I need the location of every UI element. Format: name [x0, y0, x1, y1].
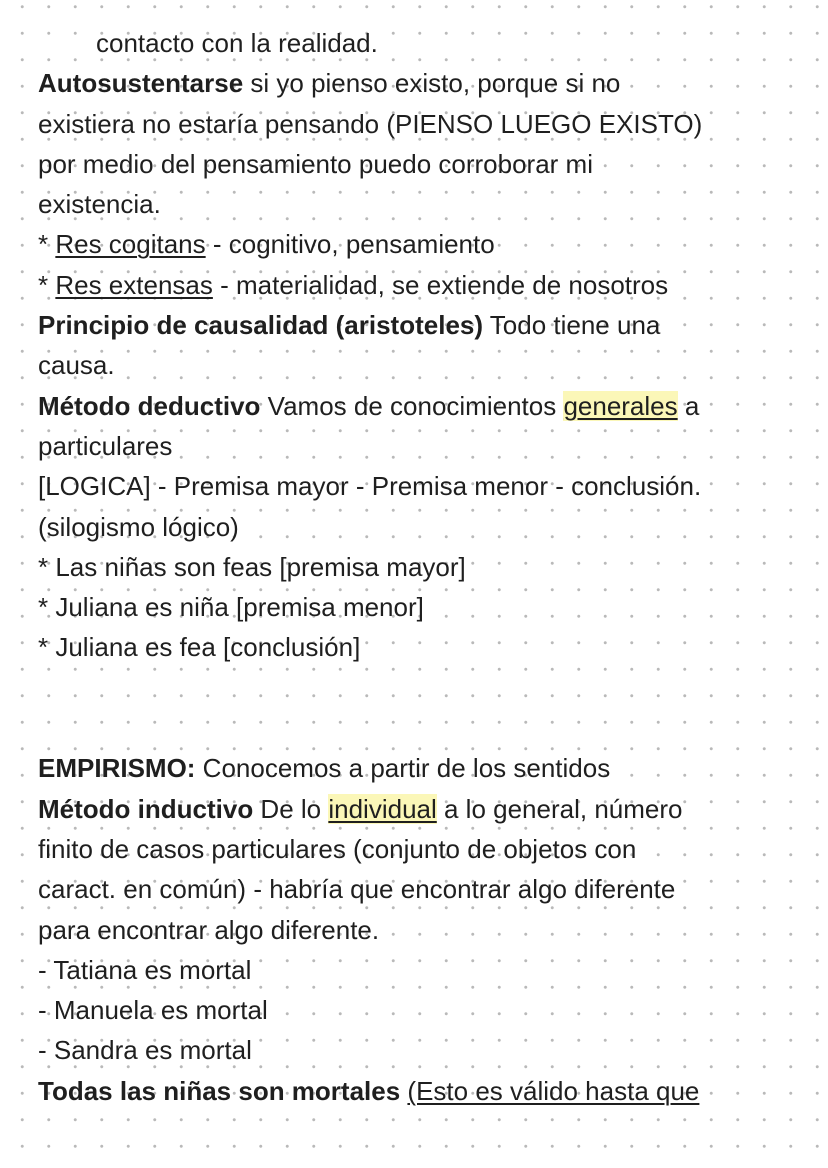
note-text: [38, 23, 814, 1111]
underlined-term: Res cogitans: [55, 229, 206, 260]
note-line: Principio de causalidad (aristoteles) Todo tiene una: [38, 310, 661, 341]
bold-term: Autosustentarse: [38, 68, 244, 99]
bullet-item: * Juliana es niña [premisa menor]: [38, 592, 424, 623]
highlighted-word: generales: [563, 390, 678, 421]
bullet-item: * Las niñas son feas [premisa mayor]: [38, 551, 466, 582]
underlined-term: (Esto es válido hasta que: [407, 1075, 700, 1106]
note-line: contacto con la realidad.: [96, 28, 378, 58]
note-line: para encontrar algo diferente.: [38, 914, 380, 945]
bold-term: Principio de causalidad (aristoteles): [38, 310, 484, 341]
bullet-item: * Res cogitans - cognitivo, pensamiento: [38, 229, 495, 260]
note-line: por medio del pensamiento puedo corroborar mi: [38, 148, 593, 179]
bullet-item: * Res extensas - materialidad, se extiende de nosotros: [38, 269, 669, 300]
note-line: existencia.: [38, 189, 161, 220]
note-line: causa.: [38, 350, 115, 381]
bold-term: Todas las niñas son mortales: [38, 1075, 401, 1106]
dash-item: - Tatiana es mortal: [38, 954, 252, 985]
note-line: caract. en común) - habría que encontrar algo diferente: [38, 874, 676, 905]
note-line: existiera no estaría pensando (PIENSO LUEGO EXISTO): [38, 108, 703, 139]
note-line: [38, 1071, 814, 1111]
note-line: (silogismo lógico): [38, 511, 239, 542]
dash-item: - Sandra es mortal: [38, 1035, 252, 1066]
blank-line: [38, 668, 814, 708]
bullet-item: * Juliana es fea [conclusión]: [38, 632, 361, 663]
blank-line: [38, 708, 814, 748]
bold-term: EMPIRISMO:: [38, 753, 196, 784]
note-line: particulares: [38, 430, 173, 461]
note-line: Método inductivo De lo individual a lo general, número: [38, 793, 683, 824]
dash-item: - Manuela es mortal: [38, 995, 268, 1026]
bold-term: Método deductivo: [38, 390, 261, 421]
note-line: Autosustentarse si yo pienso existo, porque si no: [38, 68, 621, 99]
bold-term: Método inductivo: [38, 793, 254, 824]
note-line: [LOGICA] - Premisa mayor - Premisa menor - conclusión.: [38, 471, 702, 502]
underlined-term: Res extensas: [55, 269, 213, 300]
note-line: finito de casos particulares (conjunto de objetos con: [38, 833, 637, 864]
highlighted-word: individual: [328, 793, 437, 824]
note-line: Método deductivo Vamos de conocimientos generales a: [38, 390, 700, 421]
note-line: EMPIRISMO: Conocemos a partir de los sentidos: [38, 753, 611, 784]
